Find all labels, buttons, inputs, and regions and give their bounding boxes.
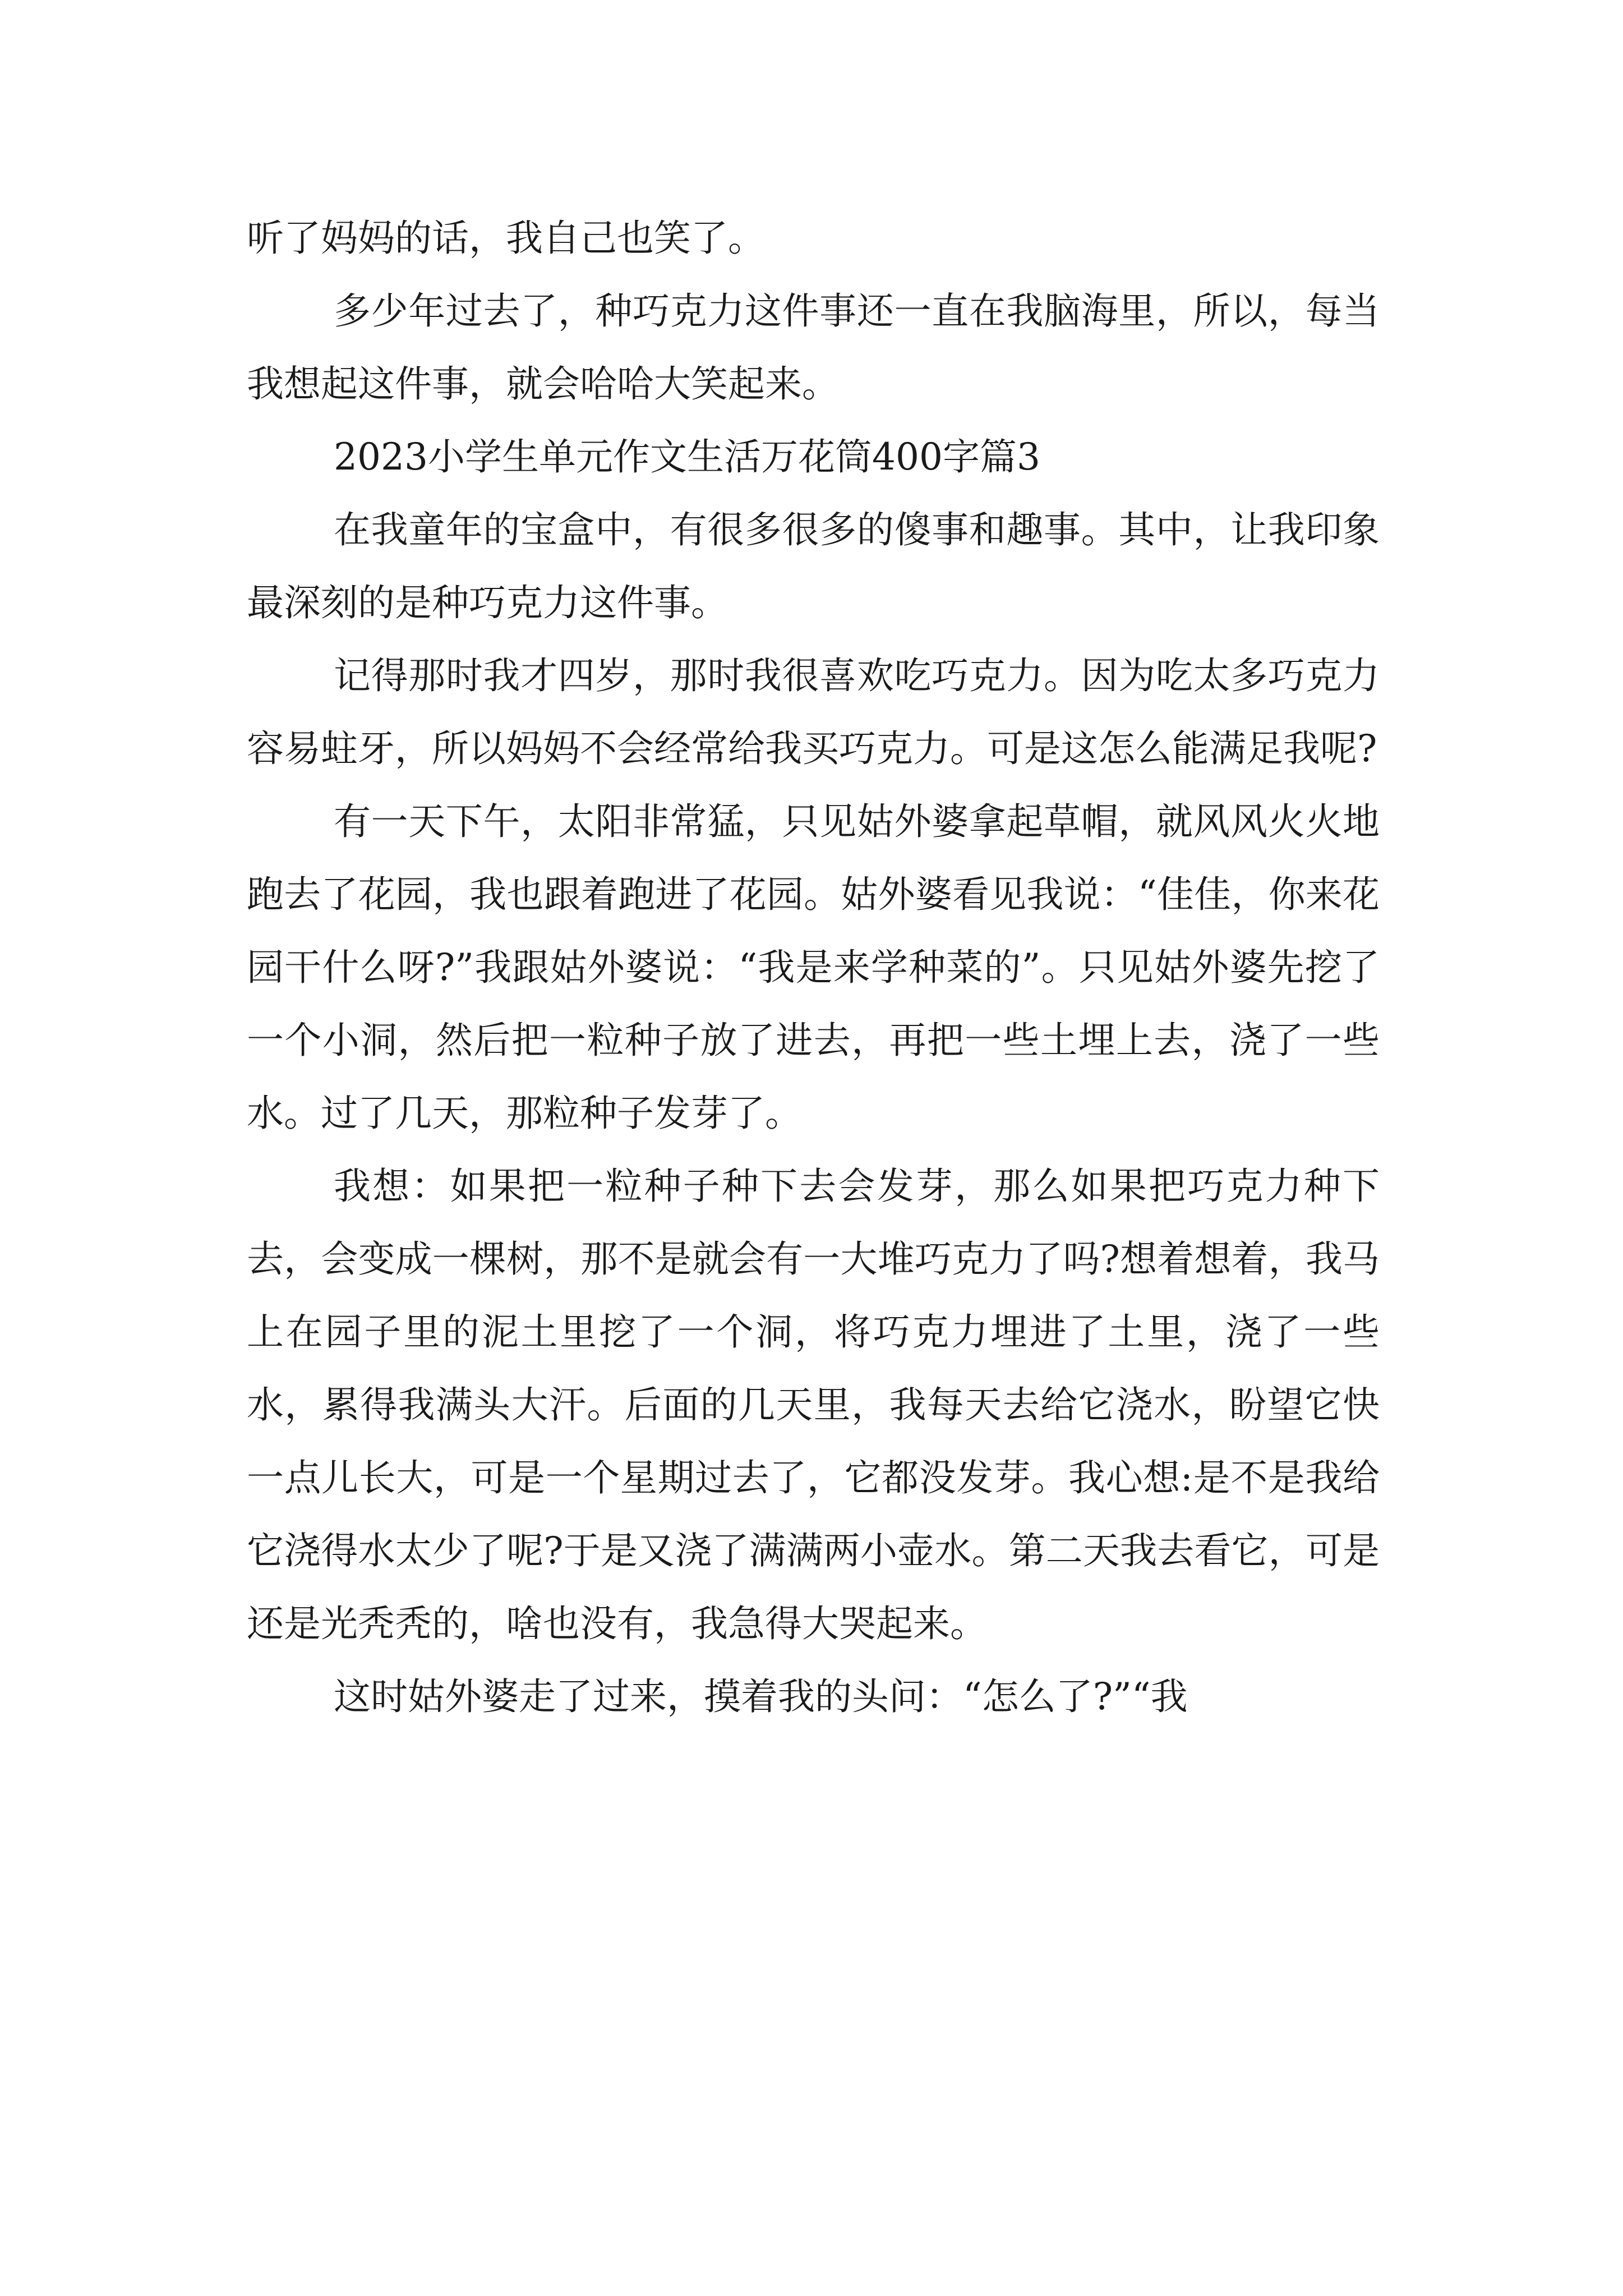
paragraph-4: 记得那时我才四岁，那时我很喜欢吃巧克力。因为吃太多巧克力容易蛀牙，所以妈妈不会经常给我买巧克力。可是这怎么能满足我呢?	[247, 654, 1380, 770]
paragraph-1: 听了妈妈的话，我自己也笑了。	[247, 217, 765, 260]
paragraph-3: 在我童年的宝盒中，有很多很多的傻事和趣事。其中，让我印象最深刻的是种巧克力这件事。	[247, 508, 1380, 624]
paragraph-6: 我想：如果把一粒种子种下去会发芽，那么如果把巧克力种下去，会变成一棵树，那不是就会有一大堆巧克力了吗?想着想着，我马上在园子里的泥土里挖了一个洞，将巧克力埋进了土里，浇了一些水，累得我满头大汗。后面的几天里，我每天去给它浇水，盼望它快一点儿长大，可是一个星期过去了，它都没发芽。我心想:是不是我给它浇得水太少了呢?于是又浇了满满两小壶水。第二天我去看它，可是还是光秃秃的，啥也没有，我急得大哭起来。	[247, 1165, 1380, 1645]
paragraph-2: 多少年过去了，种巧克力这件事还一直在我脑海里，所以，每当我想起这件事，就会哈哈大笑起来。	[247, 289, 1380, 406]
section-heading: 2023小学生单元作文生活万花筒400字篇3	[334, 435, 1040, 478]
paragraph-5: 有一天下午，太阳非常猛，只见姑外婆拿起草帽，就风风火火地跑去了花园，我也跟着跑进了花园。姑外婆看见我说：“佳佳，你来花园干什么呀?”我跟姑外婆说：“我是来学种菜的”。只见姑外婆先挖了一个小洞，然后把一粒种子放了进去，再把一些土埋上去，浇了一些水。过了几天，那粒种子发芽了。	[247, 800, 1380, 1135]
paragraph-7: 这时姑外婆走了过来，摸着我的头问：“怎么了?”“我	[334, 1675, 1188, 1718]
document-body	[247, 202, 1380, 1733]
